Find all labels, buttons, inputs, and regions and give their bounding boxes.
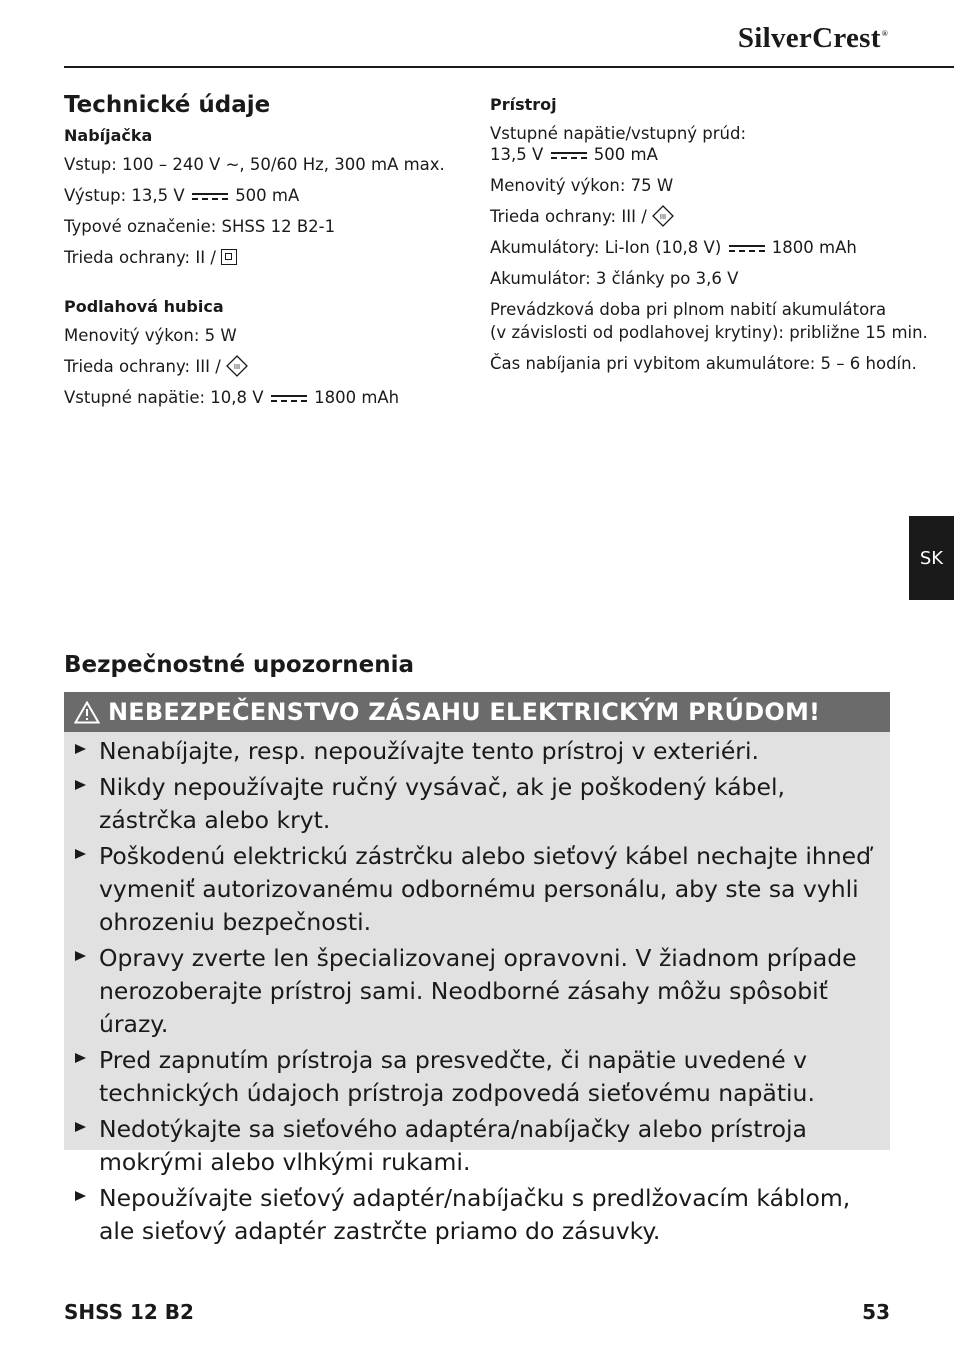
bullet-arrow-icon bbox=[75, 1053, 86, 1063]
protection-class-3-icon bbox=[226, 355, 248, 377]
charger-type: Typové označenie: SHSS 12 B2-1 bbox=[64, 217, 336, 236]
protection-class-3-icon bbox=[652, 205, 674, 227]
brand-logo: SilverCrest® bbox=[737, 22, 888, 54]
bullet-arrow-icon bbox=[75, 849, 86, 859]
protection-class-2-icon bbox=[221, 249, 237, 265]
tech-title: Technické údaje bbox=[64, 92, 271, 118]
device-title: Prístroj bbox=[490, 95, 557, 114]
nozzle-protection: Trieda ochrany: III / III bbox=[64, 355, 464, 378]
charger-output: Výstup: 13,5 V 500 mA bbox=[64, 186, 300, 205]
dc-symbol-icon bbox=[192, 191, 228, 202]
nozzle-power: Menovitý výkon: 5 W bbox=[64, 326, 237, 345]
charger-input: Vstup: 100 – 240 V ~, 50/60 Hz, 300 mA max. bbox=[64, 155, 445, 174]
bullet-arrow-icon bbox=[75, 951, 86, 961]
warning-header bbox=[64, 692, 890, 732]
device-power: Menovitý výkon: 75 W bbox=[490, 176, 674, 195]
device-input-label: Vstupné napätie/vstupný prúd: bbox=[490, 124, 747, 143]
list-item: Nenabíjajte, resp. nepoužívajte tento prístroj v exteriéri. bbox=[64, 735, 890, 768]
device-input-value: 13,5 V 500 mA bbox=[490, 145, 658, 164]
tech-right-column bbox=[490, 95, 928, 383]
language-tab-sk: SK bbox=[909, 516, 954, 600]
dc-symbol-icon bbox=[729, 243, 765, 254]
warning-triangle-icon bbox=[74, 701, 100, 724]
list-item: Nikdy nepoužívajte ručný vysávač, ak je poškodený kábel, zástrčka alebo kryt. bbox=[64, 771, 890, 837]
device-protection: Trieda ochrany: III / III bbox=[490, 205, 910, 228]
list-item: Nedotýkajte sa sieťového adaptéra/nabíjačky alebo prístroja mokrými alebo vlhkými rukami. bbox=[64, 1113, 890, 1179]
tech-left-column bbox=[64, 92, 464, 417]
bullet-arrow-icon bbox=[75, 1191, 86, 1201]
charger-protection: Trieda ochrany: II / bbox=[64, 246, 464, 269]
bullet-arrow-icon bbox=[75, 744, 86, 754]
footer-model: SHSS 12 B2 bbox=[64, 1300, 194, 1324]
nozzle-title: Podlahová hubica bbox=[64, 297, 224, 316]
svg-text:III: III bbox=[233, 363, 241, 371]
warning-box bbox=[64, 692, 890, 1245]
safety-title: Bezpečnostné upozornenia bbox=[64, 652, 414, 678]
bullet-arrow-icon bbox=[75, 780, 86, 790]
list-item: Poškodenú elektrickú zástrčku alebo sieťový kábel nechajte ihneď vymeniť autorizovanému odbornému personálu, aby ste sa vyhli ohrozeniu bezpečnosti. bbox=[64, 840, 890, 939]
warning-list bbox=[64, 732, 890, 1248]
list-item: Pred zapnutím prístroja sa presvedčte, či napätie uvedené v technických údajoch prístroja zodpovedá sieťovému napätiu. bbox=[64, 1044, 890, 1110]
svg-text:III: III bbox=[659, 213, 667, 221]
bullet-arrow-icon bbox=[75, 1122, 86, 1132]
dc-symbol-icon bbox=[551, 150, 587, 161]
charger-title: Nabíjačka bbox=[64, 126, 153, 145]
dc-symbol-icon bbox=[271, 393, 307, 404]
device-battery: Akumulátory: Li-Ion (10,8 V) 1800 mAh bbox=[490, 238, 857, 257]
header-rule bbox=[64, 66, 954, 68]
device-charge-time: Čas nabíjania pri vybitom akumulátore: 5 – 6 hodín. bbox=[490, 354, 917, 373]
page-number: 53 bbox=[862, 1300, 890, 1324]
list-item: Nepoužívajte sieťový adaptér/nabíjačku s predlžovacím káblom, ale sieťový adaptér zastrčte priamo do zásuvky. bbox=[64, 1182, 890, 1248]
device-runtime-1: Prevádzková doba pri plnom nabití akumulátora bbox=[490, 300, 887, 319]
device-cells: Akumulátor: 3 články po 3,6 V bbox=[490, 269, 739, 288]
nozzle-voltage: Vstupné napätie: 10,8 V 1800 mAh bbox=[64, 388, 400, 407]
list-item: Opravy zverte len špecializovanej opravovni. V žiadnom prípade nerozoberajte prístroj sami. Neodborné zásahy môžu spôsobiť úrazy. bbox=[64, 942, 890, 1041]
warning-title: NEBEZPEČENSTVO ZÁSAHU ELEKTRICKÝM PRÚDOM! bbox=[108, 698, 821, 726]
device-runtime-2: (v závislosti od podlahovej krytiny): približne 15 min. bbox=[490, 323, 928, 342]
